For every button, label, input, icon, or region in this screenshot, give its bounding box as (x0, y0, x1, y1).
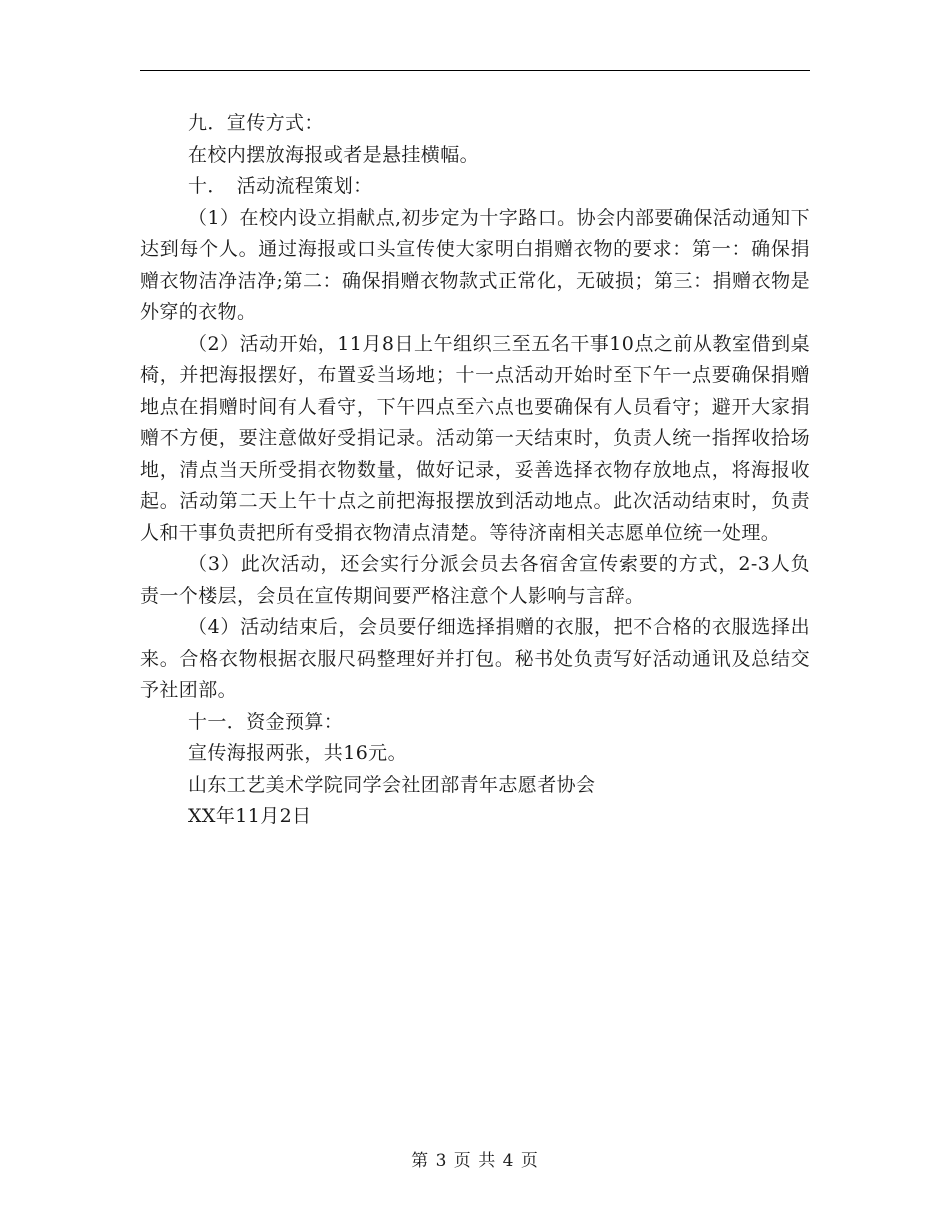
header-rule (140, 70, 810, 71)
paragraph-step-1: （1）在校内设立捐献点,初步定为十字路口。协会内部要确保活动通知下达到每个人。通过海报或口头宣传使大家明白捐赠衣物的要求：第一：确保捐赠衣物洁净洁净;第二：确保捐赠衣物款式正常化，无破损；第三：捐赠衣物是外穿的衣物。 (140, 206, 810, 323)
paragraph-step-4: （4）活动结束后，会员要仔细选择捐赠的衣服，把不合格的衣服选择出来。合格衣物根据衣服尺码整理好并打包。秘书处负责写好活动通讯及总结交予社团部。 (140, 616, 810, 701)
document-body (140, 108, 810, 833)
signature-organization: 山东工艺美术学院同学会社团部青年志愿者协会 (188, 773, 596, 796)
paragraph-step-2: （2）活动开始，11月8日上午组织三至五名干事10点之前从教室借到桌椅，并把海报摆好，布置妥当场地；十一点活动开始时至下午一点要确保捐赠地点在捐赠时间有人看守，下午四点至六点也要确保有人员看守；避开大家捐赠不方便，要注意做好受捐记录。活动第一天结束时，负责人统一指挥收拾场地，清点当天所受捐衣物数量，做好记录，妥善选择衣物存放地点，将海报收起。活动第二天上午十点之前把海报摆放到活动地点。此次活动结束时，负责人和干事负责把所有受捐衣物清点清楚。等待济南相关志愿单位统一处理。 (140, 332, 810, 544)
page-number-footer: 第 3 页 共 4 页 (411, 1151, 539, 1171)
paragraph-budget: 宣传海报两张，共16元。 (188, 742, 407, 764)
paragraph-step-3: （3）此次活动，还会实行分派会员去各宿舍宣传索要的方式，2-3人负责一个楼层，会员在宣传期间要严格注意个人影响与言辞。 (140, 553, 810, 607)
section-heading-activity-flow: 十． 活动流程策划： (188, 175, 373, 197)
paragraph-publicity-method: 在校内摆放海报或者是悬挂横幅。 (188, 143, 480, 166)
section-heading-publicity: 九．宣传方式： (188, 112, 324, 134)
signature-date: XX年11月2日 (188, 805, 312, 827)
section-heading-budget: 十一．资金预算： (188, 710, 344, 733)
